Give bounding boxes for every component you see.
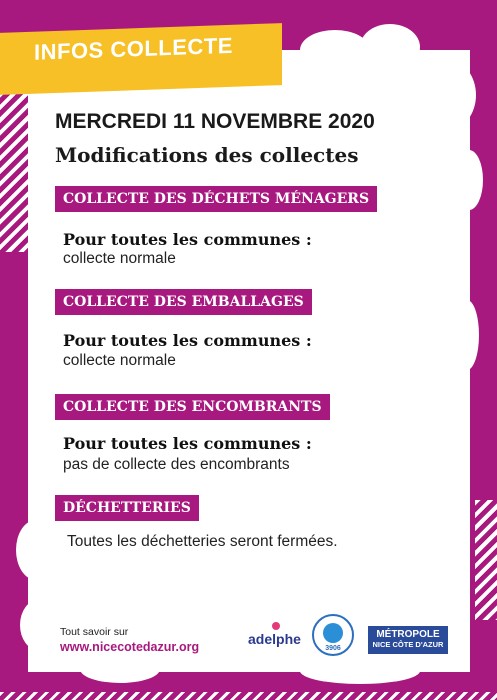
- metropole-logo-line1: MÉTROPOLE: [376, 629, 440, 640]
- torn-edge: [455, 300, 479, 370]
- section-lead-encombrants: Pour toutes les communes :: [63, 434, 312, 453]
- metropole-logo-line2: NICE CÔTE D'AZUR: [372, 640, 444, 649]
- torn-edge: [360, 24, 420, 70]
- torn-edge: [16, 520, 56, 580]
- torn-edge: [300, 658, 420, 684]
- section-heading-emballages: COLLECTE DES EMBALLAGES: [55, 289, 312, 315]
- footer-website-link[interactable]: www.nicecotedazur.org: [60, 640, 200, 654]
- banner-title: INFOS COLLECTE: [34, 32, 233, 65]
- infos-collecte-banner: [0, 23, 282, 95]
- section-detail-encombrants: pas de collecte des encombrants: [63, 456, 290, 473]
- section-detail-emballages: collecte normale: [63, 352, 176, 369]
- seal-year: 3906: [325, 645, 341, 652]
- torn-edge: [80, 655, 160, 683]
- metropole-logo: [368, 626, 448, 654]
- decorative-stripes-right: [475, 500, 497, 620]
- adelphe-logo: adelphe: [248, 631, 301, 647]
- section-lead-emballages: Pour toutes les communes :: [63, 331, 312, 350]
- page-subtitle: Modifications des collectes: [55, 143, 359, 167]
- adelphe-logo-icon: [272, 622, 280, 630]
- decorative-stripes-left: [0, 92, 28, 252]
- section-detail-dechetteries: Toutes les déchetteries seront fermées.: [67, 533, 338, 550]
- decorative-stripes-bottom: [0, 692, 497, 700]
- event-date: MERCREDI 11 NOVEMBRE 2020: [55, 110, 375, 133]
- torn-edge: [455, 150, 483, 210]
- section-heading-dechetteries: DÉCHETTERIES: [55, 495, 199, 521]
- footer-info-label: Tout savoir sur: [60, 626, 129, 638]
- torn-edge: [20, 600, 56, 650]
- section-heading-dechets: COLLECTE DES DÉCHETS MÉNAGERS: [55, 186, 377, 212]
- section-heading-encombrants: COLLECTE DES ENCOMBRANTS: [55, 394, 330, 420]
- section-lead-dechets: Pour toutes les communes :: [63, 230, 312, 249]
- seal-globe-icon: [323, 623, 343, 643]
- section-detail-dechets: collecte normale: [63, 250, 176, 267]
- mayors-association-seal: [312, 614, 354, 656]
